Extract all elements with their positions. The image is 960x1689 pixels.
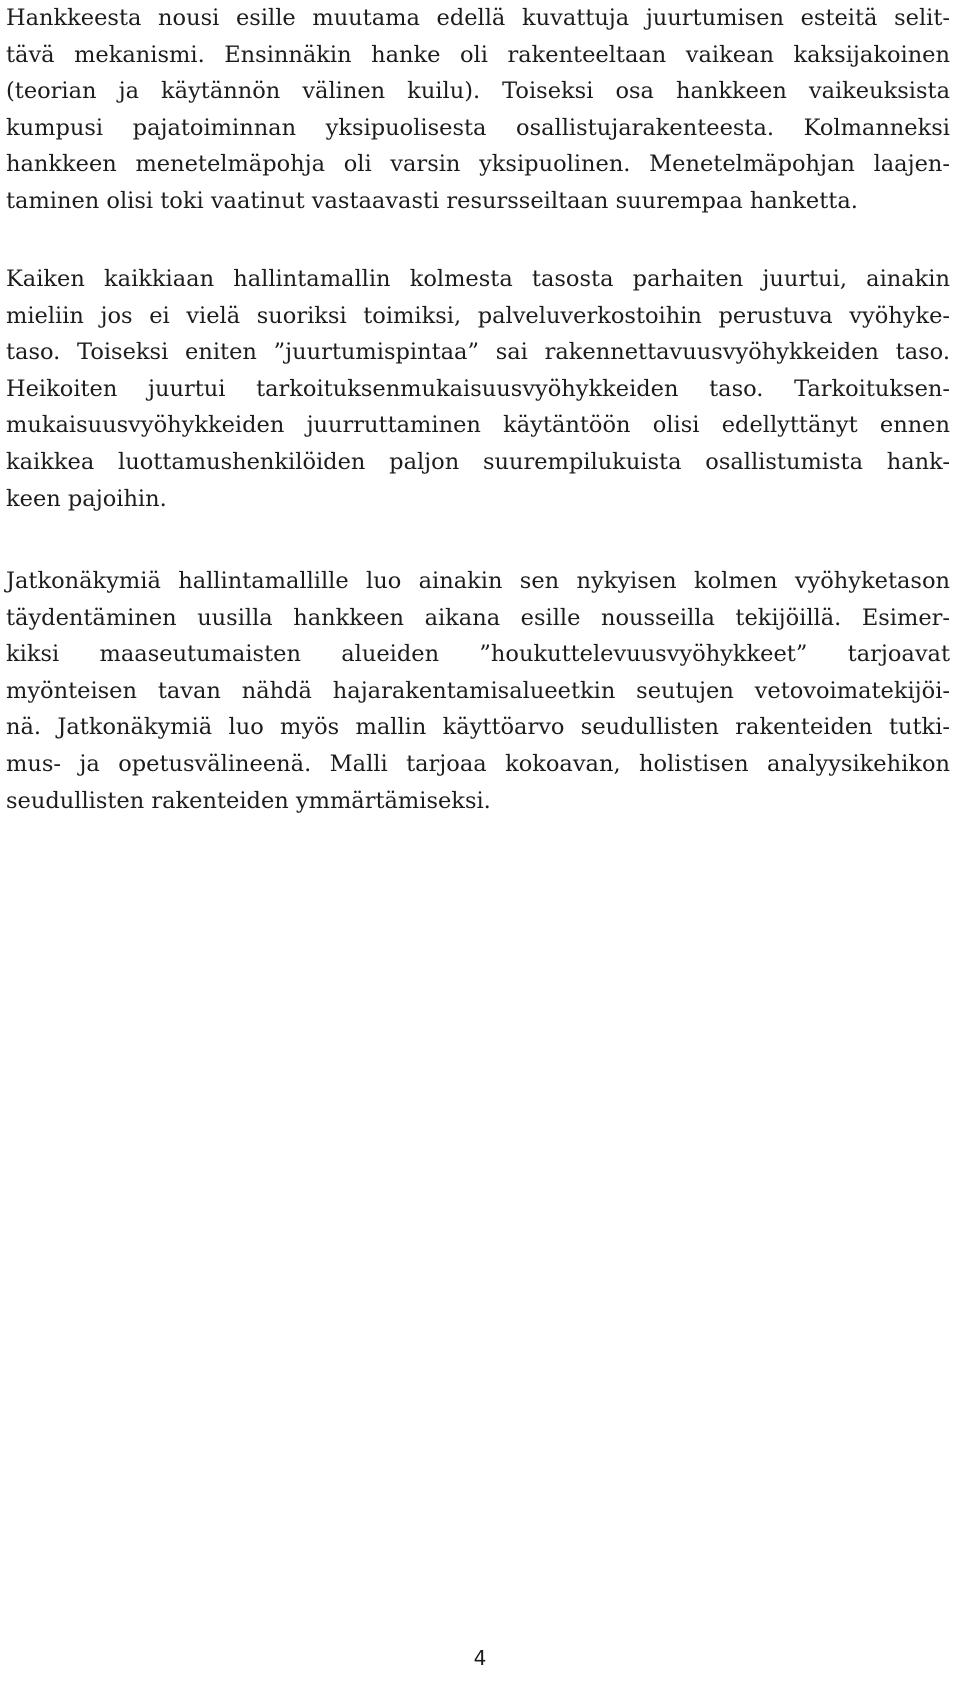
paragraph-line: täydentäminen uusilla hankkeen aikana esille nousseilla tekijöillä. Esimer- [6, 604, 950, 631]
paragraph-line: Kaiken kaikkiaan hallintamallin kolmesta tasosta parhaiten juurtui, ainakin [6, 266, 950, 292]
paragraph-line: seudullisten rakenteiden ymmärtämiseksi. [6, 787, 491, 814]
paragraph-line: kaikkea luottamushenkilöiden paljon suurempilukuista osallistumista hank- [6, 448, 950, 475]
paragraph-line: myönteisen tavan nähdä hajarakentamisalueetkin seutujen vetovoimatekijöi- [6, 677, 950, 704]
paragraph-line: keen pajoihin. [6, 485, 167, 512]
paragraph-1 [6, 0, 950, 220]
paragraph-line: kiksi maaseutumaisten alueiden ”houkuttelevuusvyöhykkeet” tarjoavat [6, 641, 950, 668]
paragraph-3 [6, 563, 950, 819]
paragraph-line: taminen olisi toki vaatinut vastaavasti resursseiltaan suurempaa hanketta. [6, 187, 858, 214]
paragraph-line: mukaisuusvyöhykkeiden juurruttaminen käytäntöön olisi edellyttänyt ennen [6, 412, 950, 439]
paragraph-line: Jatkonäkymiä hallintamallille luo ainakin sen nykyisen kolmen vyöhyketason [6, 568, 950, 594]
paragraph-2 [6, 261, 950, 517]
paragraph-line: Heikoiten juurtui tarkoituksenmukaisuusvyöhykkeiden taso. Tarkoituksen- [6, 375, 950, 402]
paragraph-line: nä. Jatkonäkymiä luo myös mallin käyttöarvo seudullisten rakenteiden tutki- [6, 714, 950, 741]
paragraph-line: kumpusi pajatoiminnan yksipuolisesta osallistujarakenteesta. Kolmanneksi [6, 114, 950, 141]
page-number: 4 [473, 1646, 487, 1670]
paragraph-line: mieliin jos ei vielä suoriksi toimiksi, palveluverkostoihin perustuva vyöhyke- [6, 302, 950, 329]
paragraph-line: tävä mekanismi. Ensinnäkin hanke oli rakenteeltaan vaikean kaksijakoinen [6, 41, 950, 68]
paragraph-line: taso. Toiseksi eniten ”juurtumispintaa” sai rakennettavuusvyöhykkeiden taso. [6, 339, 950, 366]
paragraph-line: Hankkeesta nousi esille muutama edellä kuvattuja juurtumisen esteitä selit- [6, 5, 950, 31]
paragraph-line: hankkeen menetelmäpohja oli varsin yksipuolinen. Menetelmäpohjan laajen- [6, 151, 950, 178]
paragraph-line: mus- ja opetusvälineenä. Malli tarjoaa kokoavan, holistisen analyysikehikon [6, 750, 950, 777]
paragraph-line: (teorian ja käytännön välinen kuilu). Toiseksi osa hankkeen vaikeuksista [6, 78, 950, 105]
